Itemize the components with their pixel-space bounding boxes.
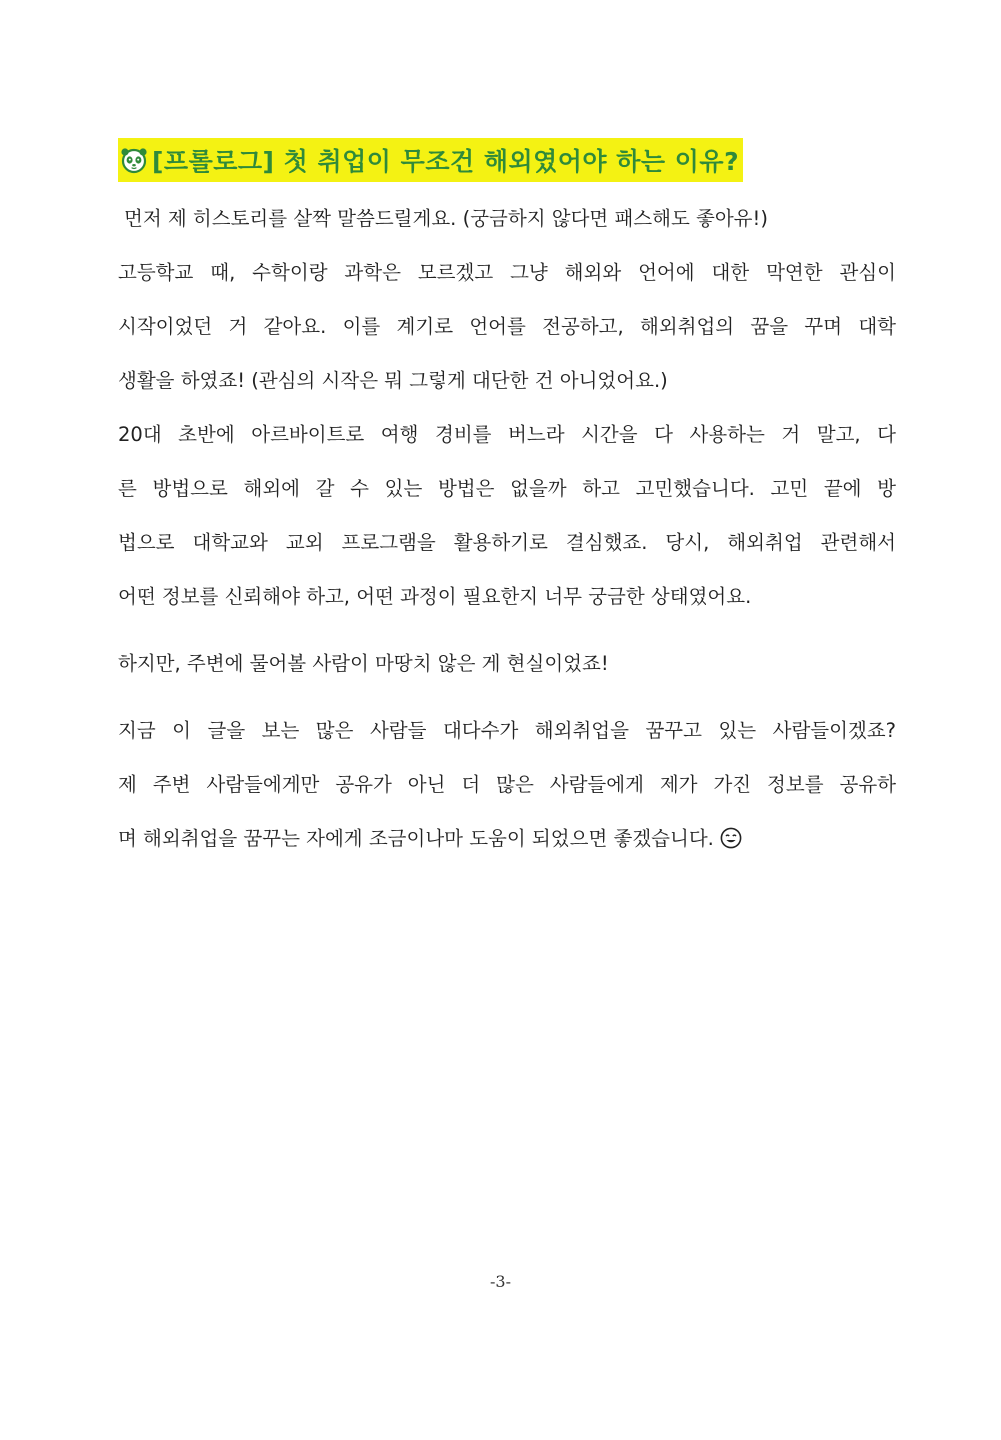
page-number: -3-	[490, 1272, 511, 1291]
paragraph-line: 고등학교 때, 수학이랑 과학은 모르겠고 그냥 해외와 언어에 대한 막연한 관심이	[118, 261, 896, 284]
intro-paragraph: 먼저 제 히스토리를 살짝 말씀드릴게요. (궁금하지 않다면 패스해도 좋아유!)	[124, 207, 768, 230]
paragraph-line: 법으로 대학교와 교외 프로그램을 활용하기로 결심했죠. 당시, 해외취업 관련해서	[118, 531, 896, 554]
smiling-face-icon	[720, 827, 742, 849]
paragraph-line: 지금 이 글을 보는 많은 사람들 대다수가 해외취업을 꿈꾸고 있는 사람들이겠죠?	[118, 719, 896, 742]
paragraph-line: 제 주변 사람들에게만 공유가 아닌 더 많은 사람들에게 제가 가진 정보를 공유하	[118, 773, 896, 796]
panda-icon	[120, 146, 148, 174]
paragraph-line: 며 해외취업을 꿈꾸는 자에게 조금이나마 도움이 되었으면 좋겠습니다.	[118, 827, 714, 850]
closing-line	[118, 823, 742, 851]
paragraph-line: 20대 초반에 아르바이트로 여행 경비를 버느라 시간을 다 사용하는 거 말고, 다	[118, 423, 896, 446]
paragraph-line: 어떤 정보를 신뢰해야 하고, 어떤 과정이 필요한지 너무 궁금한 상태였어요.	[118, 585, 752, 608]
chapter-title	[118, 138, 743, 182]
paragraph-line: 른 방법으로 해외에 갈 수 있는 방법은 없을까 하고 고민했습니다. 고민 끝에 방	[118, 477, 896, 500]
paragraph-line: 시작이었던 거 같아요. 이를 계기로 언어를 전공하고, 해외취업의 꿈을 꾸며 대학	[118, 315, 896, 338]
paragraph-line: 하지만, 주변에 물어볼 사람이 마땅치 않은 게 현실이었죠!	[118, 652, 609, 675]
paragraph-line: 생활을 하였죠! (관심의 시작은 뭐 그렇게 대단한 건 아니었어요.)	[118, 369, 668, 392]
chapter-title-text: [프롤로그] 첫 취업이 무조건 해외였어야 하는 이유?	[152, 147, 740, 176]
